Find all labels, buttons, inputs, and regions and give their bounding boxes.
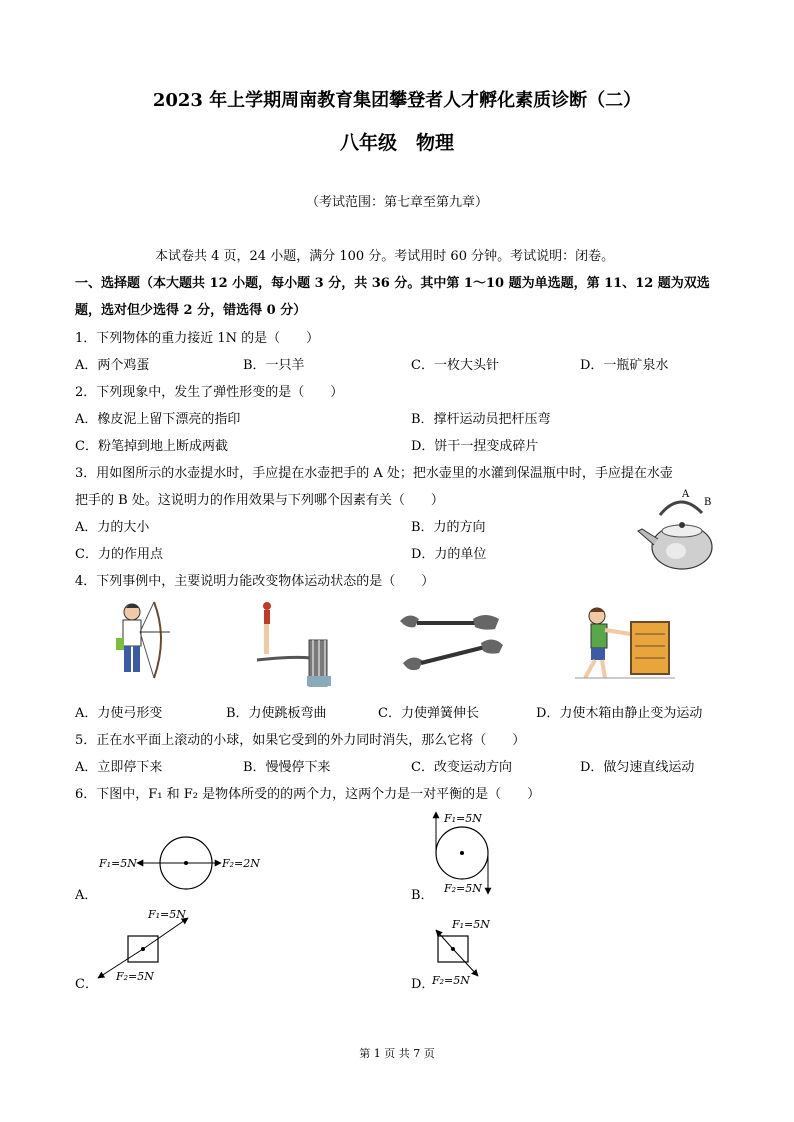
kettle-figure [630, 485, 720, 575]
force-diagram-c [92, 906, 202, 986]
question-1-option-c: C．一枚大头针 [411, 358, 499, 373]
label-b-f1: F₁=5N [444, 812, 482, 825]
question-3-stem-line1: 3．用如图所示的水壶提水时，手应提在水壶把手的 A 处；把水壶里的水灌到保温瓶中时，手应提在水壶 [75, 466, 673, 481]
push-box-figure [575, 600, 675, 688]
force-diagram-d [430, 910, 510, 990]
question-2-option-b: B．撑杆运动员把杆压弯 [411, 412, 551, 427]
label-d-f2: F₂=5N [432, 974, 470, 987]
question-3-option-a: A．力的大小 [75, 520, 150, 535]
question-5-option-c: C．改变运动方向 [411, 760, 512, 775]
question-2-option-c: C．粉笔掉到地上断成两截 [75, 439, 228, 454]
question-3-option-c: C．力的作用点 [75, 547, 163, 562]
question-4-option-b: B．力使跳板弯曲 [226, 706, 327, 721]
question-6-option-d: D． [411, 977, 435, 992]
question-1-option-a: A．两个鸡蛋 [75, 358, 150, 373]
page-footer: 第 1 页 共 7 页 [359, 1047, 435, 1060]
exam-note: 本试卷共 4 页，24 小题，满分 100 分。考试用时 60 分钟。考试说明：闭卷。 [155, 249, 615, 264]
archer-shirt [123, 620, 141, 646]
label-c-f2: F₂=5N [116, 970, 154, 983]
question-6-option-c: C． [75, 977, 98, 992]
kettle-highlight [666, 543, 686, 559]
diver-body [264, 610, 270, 624]
diving-board-figure [253, 598, 333, 690]
label-c-f1: F₁=5N [148, 908, 186, 921]
kettle-label-a: A [682, 489, 690, 500]
question-6-option-b: B． [411, 888, 434, 903]
kettle-knob [679, 522, 685, 528]
question-2-option-a: A．橡皮泥上留下漂亮的指印 [75, 412, 241, 427]
question-4-option-c: C．力使弹簧伸长 [378, 706, 479, 721]
question-1-stem: 1．下列物体的重力接近 1N 的是（ ） [75, 331, 320, 346]
question-1-option-d: D．一瓶矿泉水 [580, 358, 669, 373]
question-4-option-a: A．力使弓形变 [75, 706, 163, 721]
question-5-option-d: D．做匀速直线运动 [580, 760, 695, 775]
diver-head [263, 602, 271, 610]
hand-bottom-right [481, 639, 503, 653]
kettle-handle [660, 502, 702, 515]
force-diagram-b [428, 808, 508, 898]
section-heading-line1: 一、选择题（本大题共 12 小题，每小题 3 分，共 36 分。其中第 1～10 题为单选题，第 11、12 题为双选 [75, 276, 710, 291]
pusher-leg-right [602, 660, 605, 678]
label-a-f2: F₂=2N [222, 857, 260, 870]
archer-leg-left [124, 646, 131, 672]
spring-bottom [421, 647, 485, 663]
question-2-stem: 2．下列现象中，发生了弹性形变的是（ ） [75, 385, 344, 400]
wooden-box [631, 622, 669, 674]
question-6-option-a: A． [75, 888, 98, 903]
pusher-arm [605, 630, 631, 634]
question-5-option-a: A．立即停下来 [75, 760, 163, 775]
hand-bottom-left [403, 657, 423, 670]
diver-legs [264, 624, 269, 654]
exam-scope: （考试范围：第七章至第九章） [305, 195, 488, 210]
pusher-leg-left [585, 660, 595, 678]
bowstring-upper [140, 602, 154, 632]
kettle-label-b: B [704, 497, 712, 508]
question-3-stem-line2: 把手的 B 处。这说明力的作用效果与下列哪个因素有关（ ） [75, 493, 444, 508]
hand-top-right [473, 615, 499, 630]
archer-figure [110, 598, 172, 690]
question-2-option-d: D．饼干一捏变成碎片 [411, 439, 539, 454]
label-d-f1: F₁=5N [452, 918, 490, 931]
question-4-stem: 4．下列事例中，主要说明力能改变物体运动状态的是（ ） [75, 574, 435, 589]
pusher-shorts [591, 648, 605, 660]
force-diagram-a [95, 832, 270, 894]
bowstring-lower [140, 632, 154, 678]
section-heading-line2: 题，选对但少选得 2 分，错选得 0 分） [75, 303, 307, 318]
water [307, 676, 331, 686]
diving-board [257, 657, 311, 660]
center-point-b [460, 851, 464, 855]
question-3-option-b: B．力的方向 [411, 520, 486, 535]
question-6-stem: 6．下图中，F₁ 和 F₂ 是物体所受的的两个力，这两个力是一对平衡的是（ ） [75, 787, 541, 802]
question-4-option-d: D．力使木箱由静止变为运动 [536, 706, 703, 721]
question-3-option-d: D．力的单位 [411, 547, 487, 562]
spring-figure [395, 607, 505, 679]
label-a-f1: F₁=5N [99, 857, 137, 870]
force-arrow-c-f1 [143, 918, 188, 949]
hand-top-left [400, 615, 419, 627]
bow [154, 602, 161, 678]
exam-title: 2023 年上学期周南教育集团攀登者人才孵化素质诊断（二） [152, 90, 642, 111]
question-1-option-b: B．一只羊 [243, 358, 305, 373]
archer-leg-right [133, 646, 140, 672]
label-b-f2: F₂=5N [444, 882, 482, 895]
question-5-option-b: B．慢慢停下来 [243, 760, 331, 775]
pusher-shirt [591, 624, 607, 648]
kettle-spout [638, 529, 658, 545]
exam-subtitle: 八年级 物理 [339, 132, 454, 154]
archer-quiver [116, 638, 124, 650]
question-5-stem: 5．正在水平面上滚动的小球，如果它受到的外力同时消失，那么它将（ ） [75, 733, 526, 748]
